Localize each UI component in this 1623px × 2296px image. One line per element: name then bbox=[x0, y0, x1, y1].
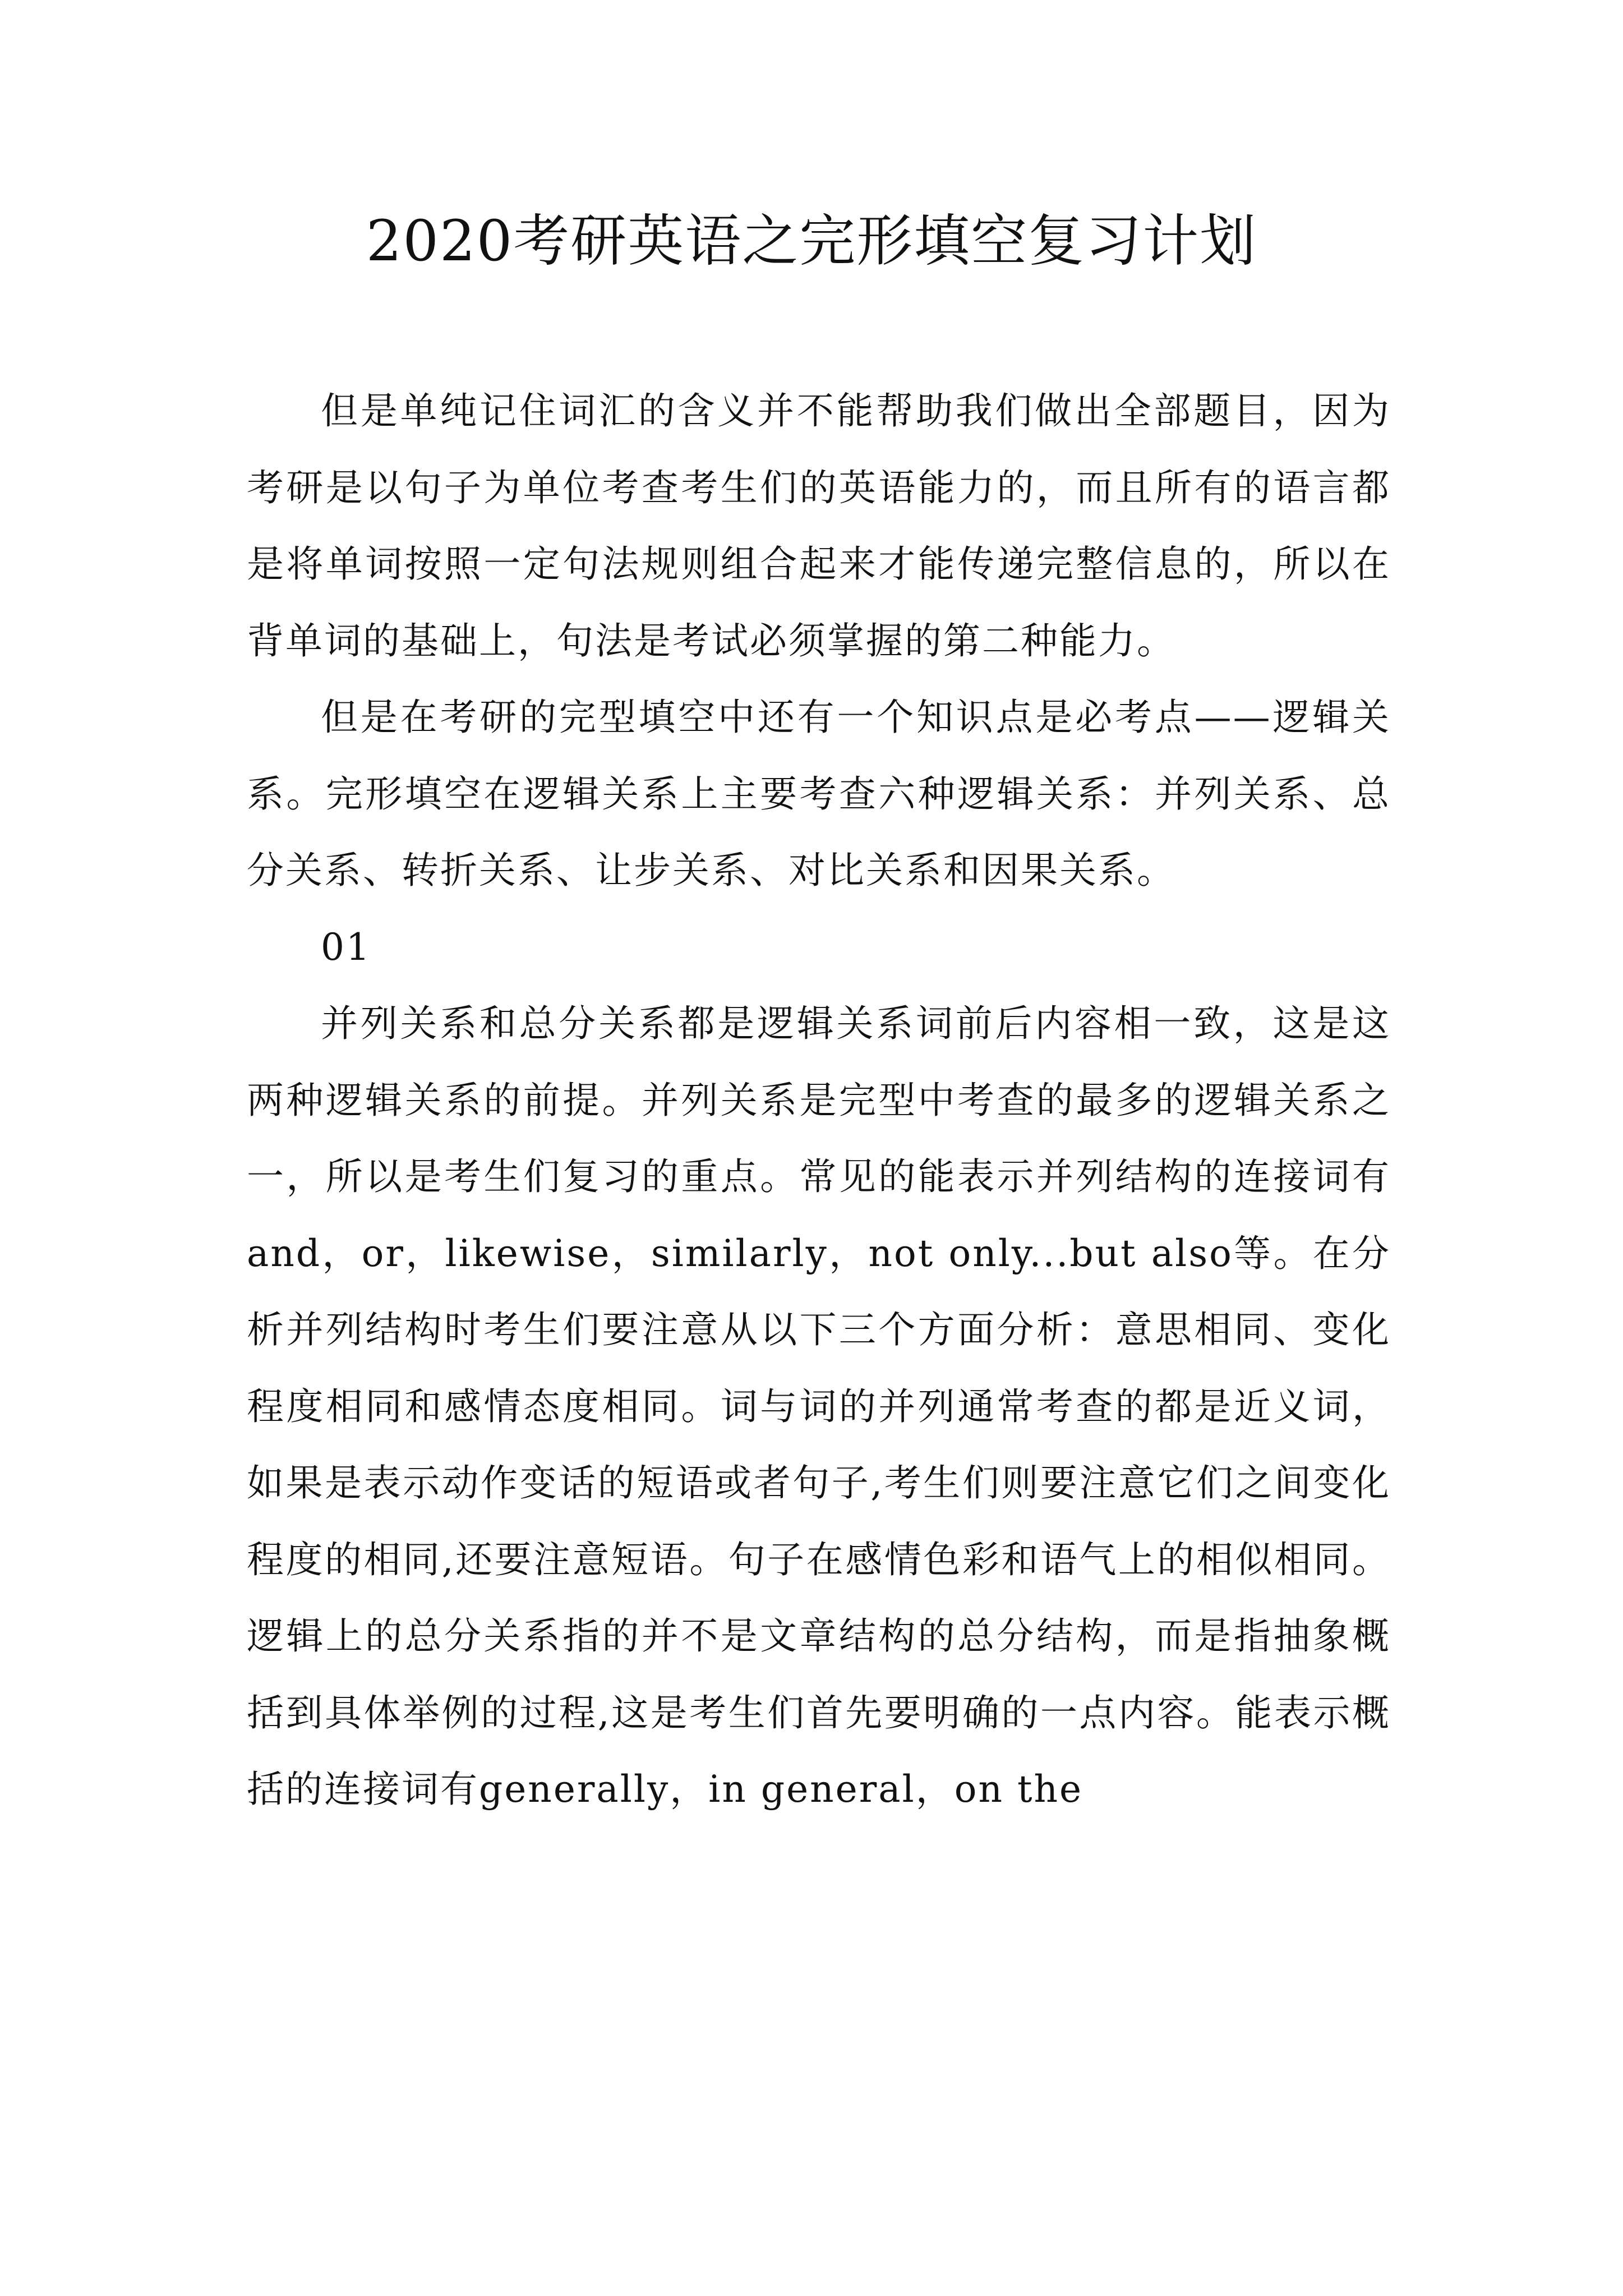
paragraph-3: 并列关系和总分关系都是逻辑关系词前后内容相一致，这是这两种逻辑关系的前提。并列关系是完型中考查的最多的逻辑关系之一，所以是考生们复习的重点。常见的能表示并列结构的连接词有and，or，likewise，similarly，not only...but also等。在分析并列结构时考生们要注意从以下三个方面分析：意思相同、变化程度相同和感情态度相同。词与词的并列通常考查的都是近义词，如果是表示动作变话的短语或者句子,考生们则要注意它们之间变化程度的相同,还要注意短语。句子在感情色彩和语气上的相似相同。逻辑上的总分关系指的并不是文章结构的总分结构，而是指抽象概括到具体举例的过程,这是考生们首先要明确的一点内容。能表示概括的连接词有generally，in general，on the bbox=[247, 1002, 1391, 1811]
paragraph-1: 但是单纯记住词汇的含义并不能帮助我们做出全部题目，因为考研是以句子为单位考查考生们的英语能力的，而且所有的语言都是将单词按照一定句法规则组合起来才能传递完整信息的，所以在背单词的基础上，句法是考试必须掌握的第二种能力。 bbox=[247, 389, 1391, 662]
section-number: 01 bbox=[321, 925, 371, 969]
document-body bbox=[247, 373, 1391, 1828]
document-title: 2020考研英语之完形填空复习计划 bbox=[366, 208, 1257, 274]
paragraph-2: 但是在考研的完型填空中还有一个知识点是必考点——逻辑关系。完形填空在逻辑关系上主要考查六种逻辑关系：并列关系、总分关系、转折关系、让步关系、对比关系和因果关系。 bbox=[247, 696, 1391, 892]
